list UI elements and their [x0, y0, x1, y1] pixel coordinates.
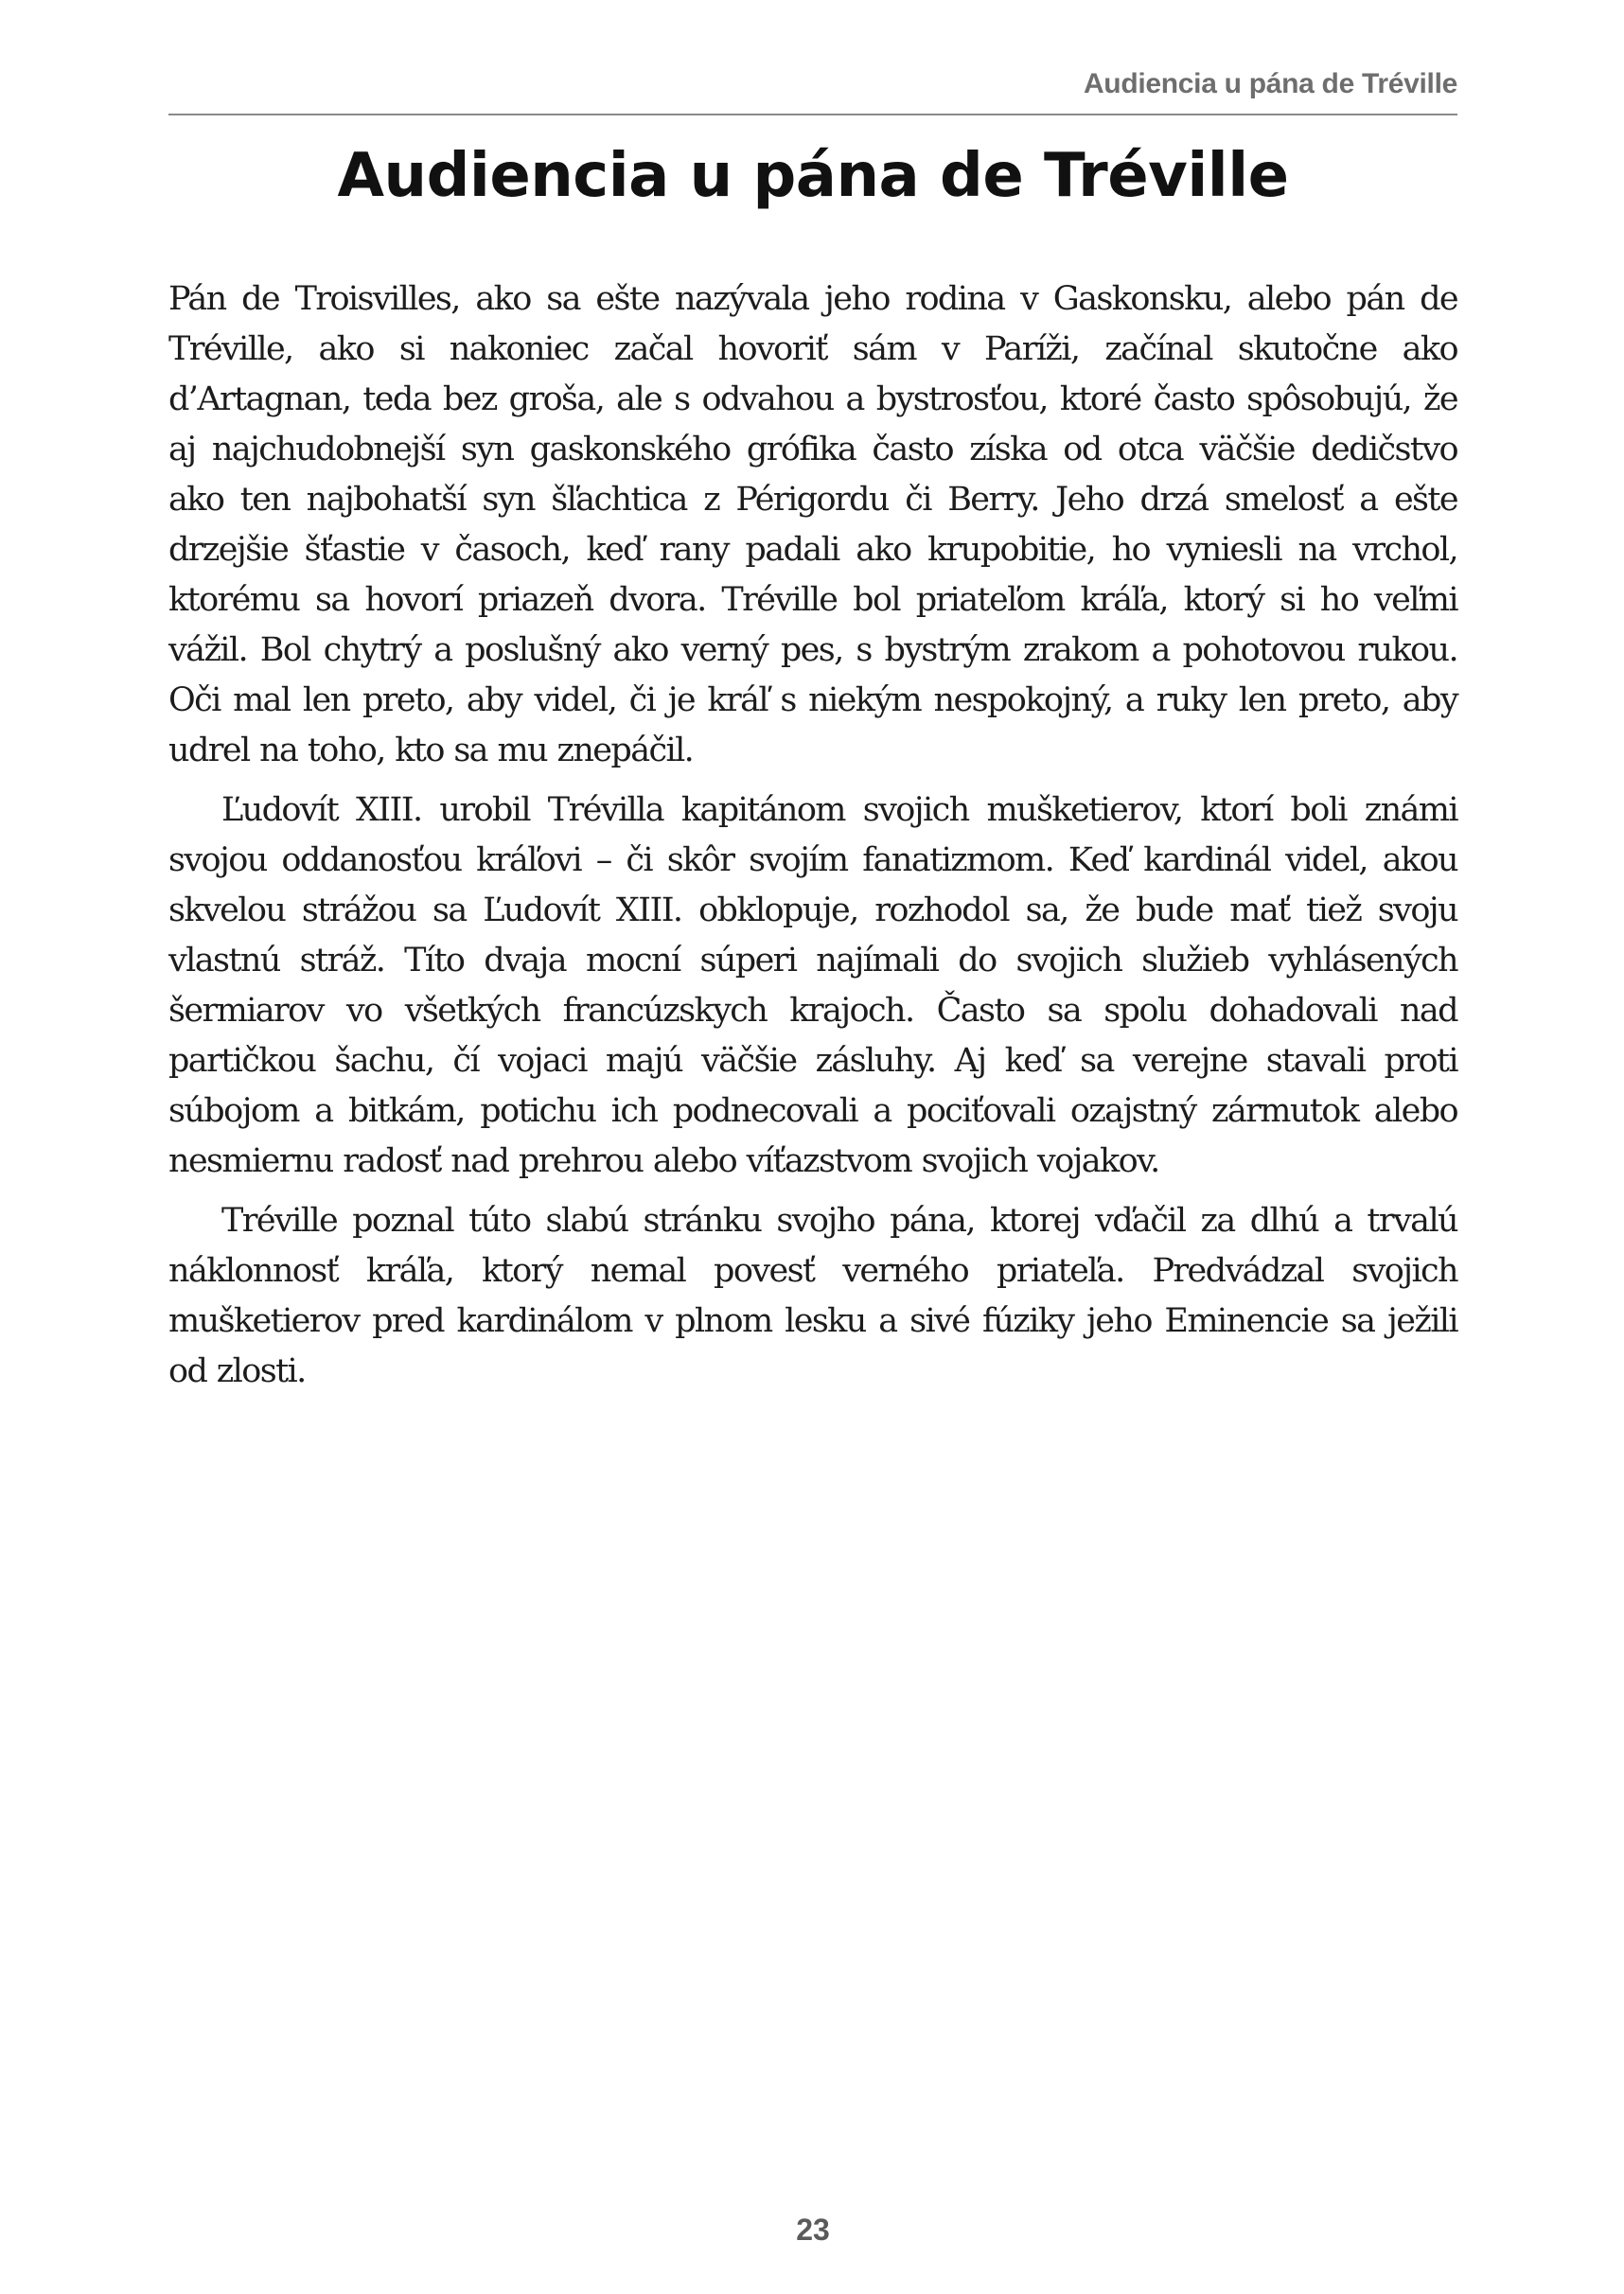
- paragraph-2: Ľudovít XIII. urobil Trévilla kapitánom svojich mušketierov, ktorí boli známi svojou oddanosťou kráľovi – či skôr svojím fanatizmom. Keď kardinál videl, akou skvelou strážou sa Ľudovít XIII. obklopuje, rozhodol sa, že bude mať tiež svoju vlastnú stráž. Títo dvaja mocní súperi najímali do svojich služieb vyhlásených šermiarov vo všetkých francúzskych krajoch. Často sa spolu dohadovali nad partičkou šachu, čí vojaci majú väčšie zásluhy. Aj keď sa verejne stavali proti súbojom a bitkám, potichu ich podnecovali a pociťovali ozajstný zármutok alebo nesmiernu radosť nad prehrou alebo víťazstvom svojich vojakov.: [168, 791, 1457, 1180]
- running-header-title: Audiencia u pána de Tréville: [1083, 68, 1457, 99]
- body-text: [168, 274, 1457, 1406]
- page-number: 23: [796, 2213, 830, 2247]
- chapter-title: Audiencia u pána de Tréville: [337, 141, 1289, 211]
- running-header: [168, 59, 1457, 115]
- paragraph-3: Tréville poznal túto slabú stránku svojho pána, ktorej vďačil za dlhú a trvalú náklonnosť kráľa, ktorý nemal povesť verného priateľa. Predvádzal svojich mušketierov pred kardinálom v plnom lesku a sivé fúziky jeho Eminencie sa ježili od zlosti.: [168, 1202, 1457, 1390]
- paragraph-1: Pán de Troisvilles, ako sa ešte nazývala jeho rodina v Gaskonsku, alebo pán de Tréville, ako si nakoniec začal hovoriť sám v Paríži, začínal skutočne ako d’Artagnan, teda bez groša, ale s odvahou a bystrosťou, ktoré často spôsobujú, že aj najchudobnejší syn gaskonského grófika často získa od otca väčšie dedičstvo ako ten najbohatší syn šľachtica z Périgordu či Berry. Jeho drzá smelosť a ešte drzejšie šťastie v časoch, keď rany padali ako krupobitie, ho vyniesli na vrchol, ktorému sa hovorí priazeň dvora. Tréville bol priateľom kráľa, ktorý si ho veľmi vážil. Bol chytrý a poslušný ako verný pes, s bystrým zrakom a pohotovou rukou. Oči mal len preto, aby videl, či je kráľ s niekým nespokojný, a ruky len preto, aby udrel na toho, kto sa mu znepáčil.: [168, 280, 1457, 769]
